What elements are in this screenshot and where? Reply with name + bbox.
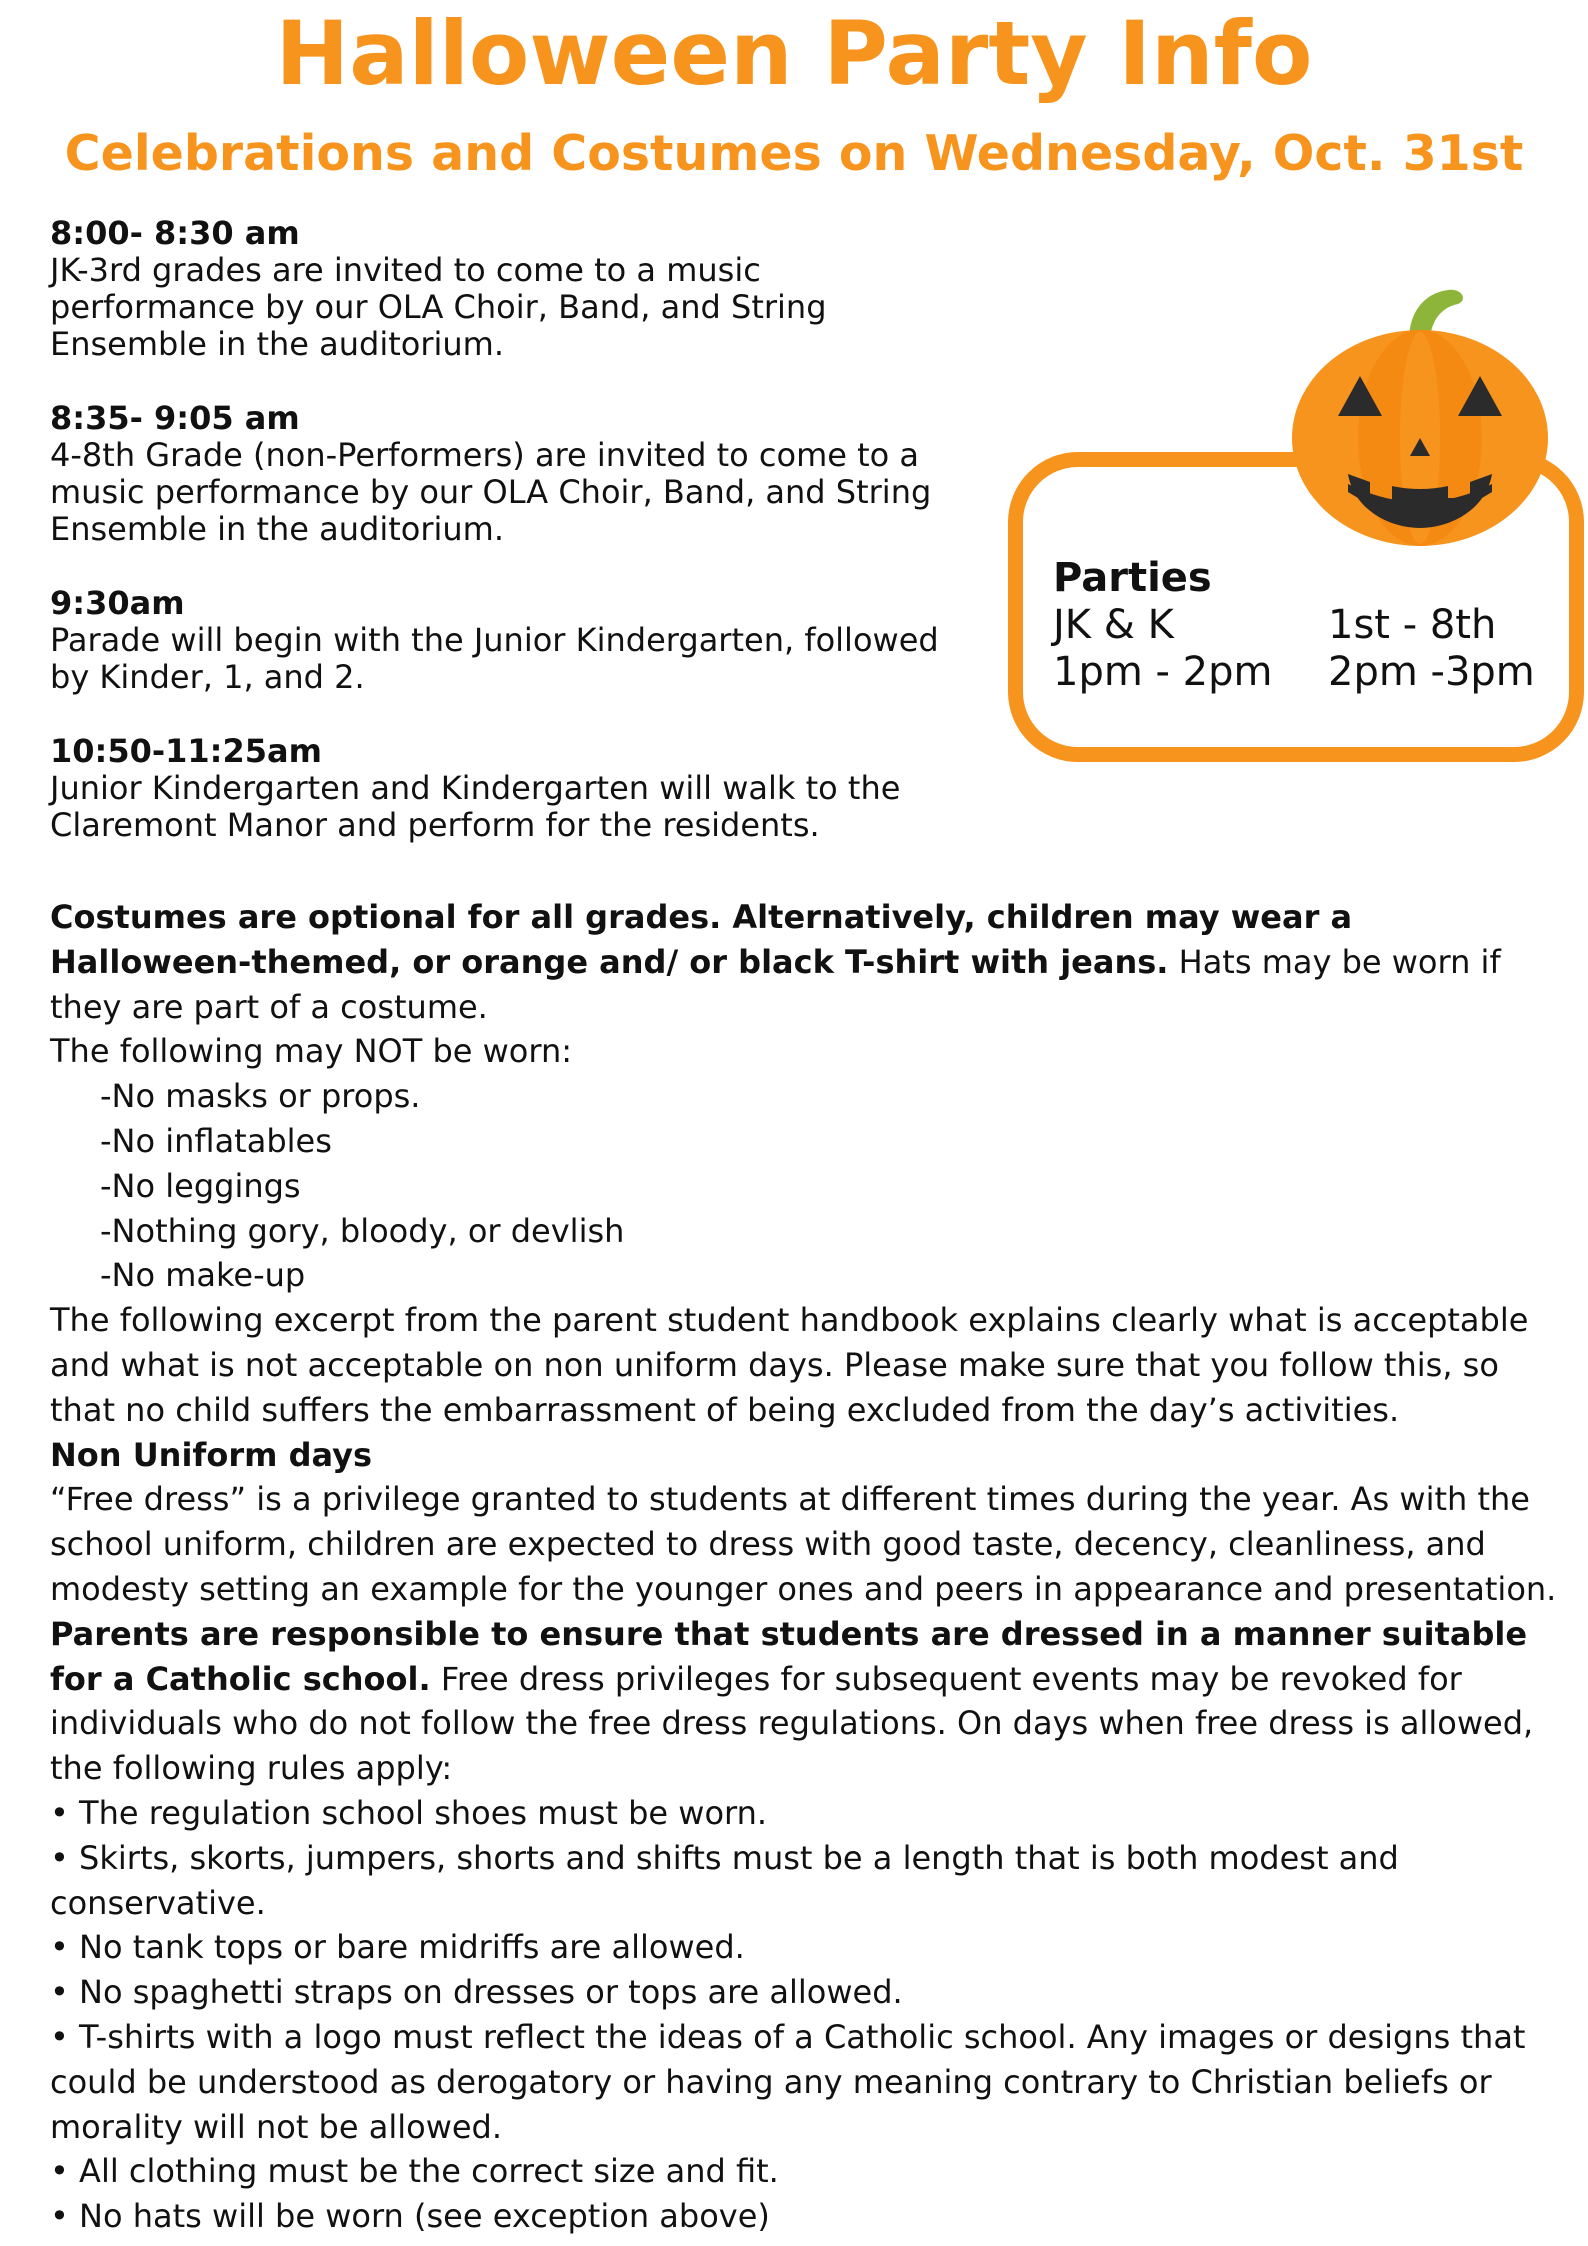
dress-rule: • No tank tops or bare midriffs are allowed.: [50, 1928, 745, 1967]
dress-rule: • Skirts, skorts, jumpers, shorts and shifts must be a length that is both modest and conservative.: [50, 1838, 1399, 1922]
schedule-item: [50, 733, 970, 844]
dress-rule: • No spaghetti straps on dresses or tops are allowed.: [50, 1973, 903, 2012]
non-uniform-text-before: “Free dress” is a privilege granted to students at different times during the year. As with the school uniform, children are expected to dress with good taste, decency, cleanliness, and modesty setting an example for the younger ones and peers in appearance and presentation.: [50, 1480, 1557, 1608]
not-worn-item: -No leggings: [100, 1166, 301, 1205]
schedule-time: 8:35- 9:05 am: [50, 399, 300, 437]
parties-time-jk-k: 1pm - 2pm: [1053, 649, 1273, 695]
parties-group-1st-8th: 1st - 8th: [1328, 602, 1497, 648]
parties-info: [1053, 555, 1535, 696]
not-worn-item: -Nothing gory, bloody, or devlish: [100, 1211, 625, 1250]
jack-o-lantern-icon: [1270, 270, 1570, 570]
costume-rules-section: [50, 895, 1560, 2239]
dress-rule: • The regulation school shoes must be worn.: [50, 1793, 768, 1832]
schedule-item: [50, 215, 970, 363]
costume-intro: [50, 895, 1560, 1029]
parties-heading: Parties: [1053, 555, 1212, 601]
parties-group-jk-k: JK & K: [1053, 602, 1174, 648]
schedule-description: JK-3rd grades are invited to come to a music performance by our OLA Choir, Band, and String Ensemble in the auditorium.: [50, 251, 827, 363]
non-uniform-paragraph: [50, 1477, 1560, 1791]
handbook-excerpt-intro: The following excerpt from the parent student handbook explains clearly what is acceptable and what is not acceptable on non uniform days. Please make sure that you follow this, so that no child suffers the embarrassment of being excluded from the day’s activities.: [50, 1301, 1529, 1429]
non-uniform-bold-text: Parents are responsible to ensure that students are dressed in a manner suitable for a Catholic school.: [50, 1614, 1528, 1698]
costume-intro-bold: Costumes are optional for all grades. Alternatively, children may wear a Halloween-themed, or orange and/ or black T-shirt with jeans.: [50, 898, 1353, 981]
schedule-time: 9:30am: [50, 584, 185, 622]
schedule-time: 10:50-11:25am: [50, 732, 322, 770]
dress-rule: • No hats will be worn (see exception above): [50, 2197, 770, 2236]
schedule-time: 8:00- 8:30 am: [50, 214, 300, 252]
schedule-description: 4-8th Grade (non-Performers) are invited to come to a music performance by our OLA Choir, Band, and String Ensemble in the auditorium.: [50, 436, 932, 548]
page-subtitle: Celebrations and Costumes on Wednesday, Oct. 31st: [64, 125, 1524, 182]
schedule-item: [50, 400, 970, 548]
costume-intro-rest: Hats may be worn if they are part of a costume.: [50, 942, 1501, 1026]
parties-time-1st-8th: 2pm -3pm: [1328, 649, 1535, 695]
page-title: Halloween Party Info: [275, 2, 1313, 105]
schedule-list: [50, 215, 970, 881]
dress-rule: • T-shirts with a logo must reflect the ideas of a Catholic school. Any images or designs that could be understood as derogatory or having any meaning contrary to Christian beliefs or morality will not be allowed.: [50, 2017, 1526, 2146]
dress-rule: • All clothing must be the correct size and fit.: [50, 2152, 779, 2191]
schedule-description: Junior Kindergarten and Kindergarten will walk to the Claremont Manor and perform for the residents.: [50, 769, 901, 844]
not-worn-heading: The following may NOT be worn:: [50, 1032, 573, 1071]
schedule-description: Parade will begin with the Junior Kindergarten, followed by Kinder, 1, and 2.: [50, 621, 939, 696]
not-worn-item: -No masks or props.: [100, 1077, 421, 1116]
not-worn-item: -No inflatables: [100, 1121, 332, 1160]
non-uniform-heading: Non Uniform days: [50, 1435, 373, 1474]
parties-groups-row: [1053, 602, 1535, 649]
schedule-item: [50, 585, 970, 696]
not-worn-item: -No make-up: [100, 1256, 306, 1295]
parties-times-row: [1053, 649, 1535, 696]
non-uniform-text-after: Free dress privileges for subsequent events may be revoked for individuals who do not follow the free dress regulations. On days when free dress is allowed, the following rules apply:: [50, 1659, 1534, 1788]
